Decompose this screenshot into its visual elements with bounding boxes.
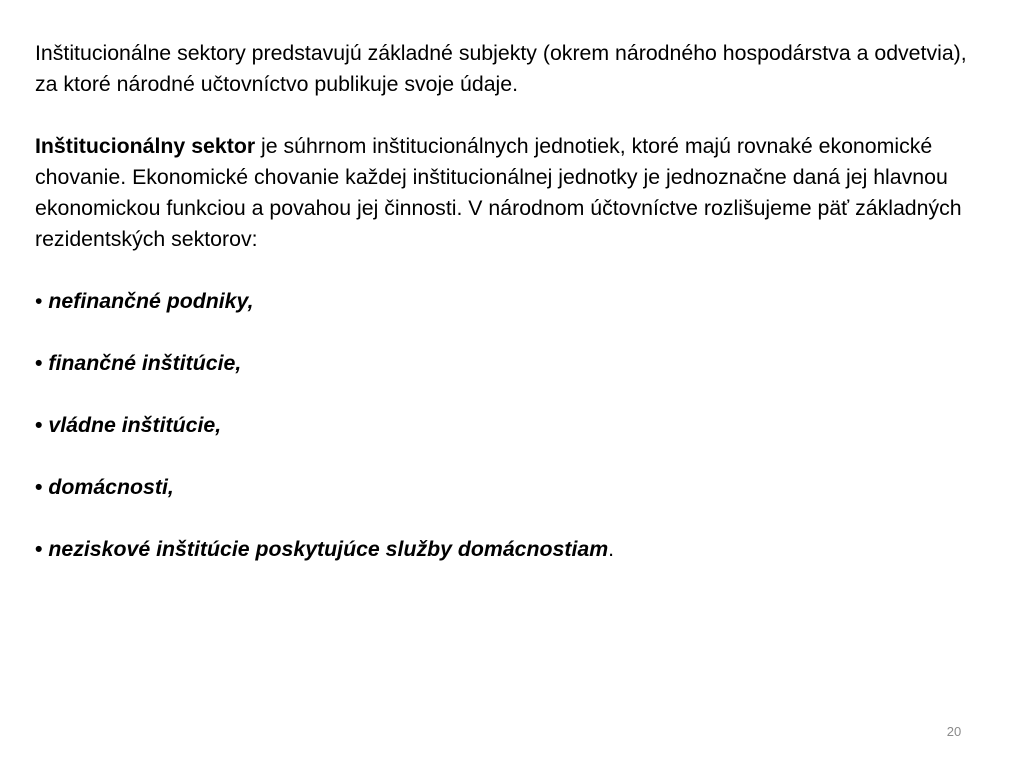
bullet: •	[35, 475, 49, 499]
bullet: •	[35, 289, 49, 313]
bullet: •	[35, 351, 49, 375]
page-number: 20	[946, 724, 962, 739]
intro-paragraph: Inštitucionálne sektory predstavujú základné subjekty (okrem národného hospodárstva a odvetvia), za ktoré národné učtovníctvo publikuje svoje údaje.	[35, 41, 967, 96]
sector-list	[35, 286, 995, 565]
sector-trail: .	[608, 537, 615, 561]
sector-item	[35, 472, 995, 503]
sector-label: vládne inštitúcie,	[48, 413, 222, 437]
sector-label: finančné inštitúcie,	[48, 351, 242, 375]
sector-label: domácnosti,	[48, 475, 174, 499]
slide-content	[35, 38, 995, 596]
sector-item	[35, 410, 995, 441]
bullet: •	[35, 413, 49, 437]
definition-term: Inštitucionálny sektor	[35, 134, 256, 158]
definition-text: je súhrnom inštitucionálnych jednotiek, ktoré majú rovnaké ekonomické chovanie. Ekonomické chovanie každej inštitucionálnej jednotky je jednoznačne daná jej hlavnou ekonomickou funkciou a povahou jej činnosti. V národnom účtovníctve rozlišujeme päť základných rezidentských sektorov:	[35, 134, 962, 251]
bullet: •	[35, 537, 49, 561]
sector-label: neziskové inštitúcie poskytujúce služby domácnostiam	[48, 537, 609, 561]
sector-item	[35, 286, 995, 317]
sector-item	[35, 348, 995, 379]
definition-paragraph	[35, 131, 995, 255]
sector-label: nefinančné podniky,	[48, 289, 254, 313]
sector-item	[35, 534, 995, 565]
